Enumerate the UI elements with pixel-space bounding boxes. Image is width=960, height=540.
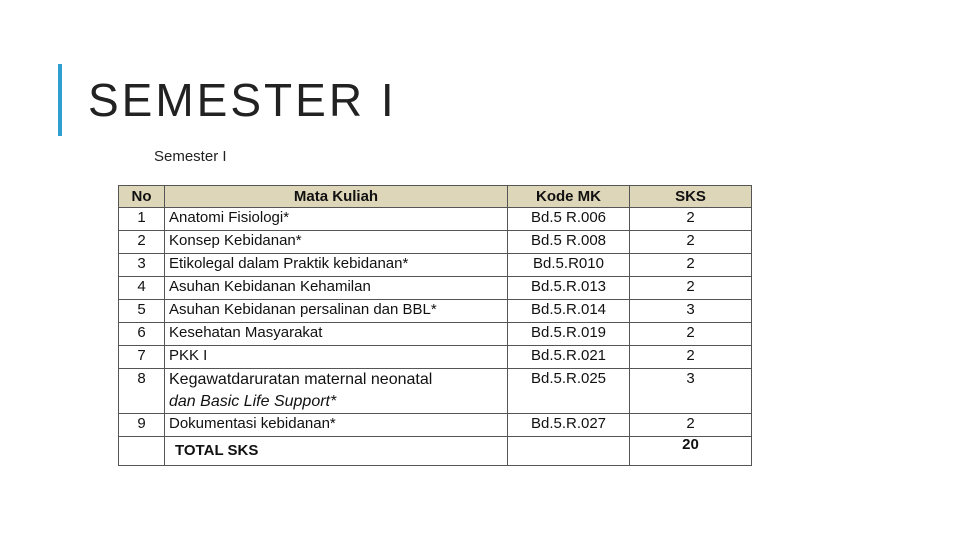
row-mata-kuliah: Kesehatan Masyarakat	[165, 323, 508, 346]
row-kode-mk: Bd.5.R010	[508, 254, 630, 277]
row-sks: 2	[630, 323, 752, 346]
row-no: 5	[119, 300, 165, 323]
table-row	[119, 323, 752, 346]
row-no: 6	[119, 323, 165, 346]
total-sks-value: 20	[630, 437, 752, 466]
row-mata-kuliah: Etikolegal dalam Praktik kebidanan*	[165, 254, 508, 277]
row-kode-mk: Bd.5.R.013	[508, 277, 630, 300]
table-row	[119, 208, 752, 231]
table-row	[119, 346, 752, 369]
row-sks: 2	[630, 208, 752, 231]
row-mata-kuliah-line2: dan Basic Life Support*	[169, 393, 337, 410]
row-kode-mk: Bd.5.R.021	[508, 346, 630, 369]
row-no: 9	[119, 414, 165, 437]
row-sks: 2	[630, 231, 752, 254]
course-table	[118, 185, 752, 466]
total-no-empty	[119, 437, 165, 466]
row-no: 8	[119, 369, 165, 414]
header-no: No	[119, 186, 165, 208]
row-no: 2	[119, 231, 165, 254]
table-caption: Semester I	[154, 148, 227, 165]
row-mata-kuliah: Asuhan Kebidanan persalinan dan BBL*	[165, 300, 508, 323]
row-sks: 2	[630, 414, 752, 437]
row-sks: 2	[630, 254, 752, 277]
table-header-row	[119, 186, 752, 208]
header-kode-mk: Kode MK	[508, 186, 630, 208]
row-mata-kuliah	[165, 369, 508, 414]
total-row	[119, 437, 752, 466]
row-kode-mk: Bd.5 R.006	[508, 208, 630, 231]
row-sks: 3	[630, 369, 752, 414]
row-mata-kuliah: Dokumentasi kebidanan*	[165, 414, 508, 437]
row-no: 4	[119, 277, 165, 300]
row-mata-kuliah: Anatomi Fisiologi*	[165, 208, 508, 231]
row-sks: 2	[630, 346, 752, 369]
total-kode-empty	[508, 437, 630, 466]
table-row	[119, 277, 752, 300]
row-kode-mk: Bd.5.R.027	[508, 414, 630, 437]
row-no: 7	[119, 346, 165, 369]
row-no: 1	[119, 208, 165, 231]
row-kode-mk: Bd.5.R.025	[508, 369, 630, 414]
header-mata-kuliah: Mata Kuliah	[165, 186, 508, 208]
table-row	[119, 300, 752, 323]
row-mata-kuliah: Konsep Kebidanan*	[165, 231, 508, 254]
row-mata-kuliah-line1: Kegawatdaruratan maternal neonatal	[169, 371, 433, 388]
row-kode-mk: Bd.5.R.019	[508, 323, 630, 346]
row-sks: 2	[630, 277, 752, 300]
row-no: 3	[119, 254, 165, 277]
slide-title: SEMESTER I	[88, 74, 397, 126]
row-sks: 3	[630, 300, 752, 323]
total-label: TOTAL SKS	[165, 437, 508, 466]
row-kode-mk: Bd.5 R.008	[508, 231, 630, 254]
title-accent-bar	[58, 64, 62, 136]
table-row	[119, 369, 752, 414]
row-mata-kuliah: Asuhan Kebidanan Kehamilan	[165, 277, 508, 300]
row-kode-mk: Bd.5.R.014	[508, 300, 630, 323]
table-row	[119, 231, 752, 254]
table-row	[119, 254, 752, 277]
row-mata-kuliah: PKK I	[165, 346, 508, 369]
header-sks: SKS	[630, 186, 752, 208]
table-row	[119, 414, 752, 437]
